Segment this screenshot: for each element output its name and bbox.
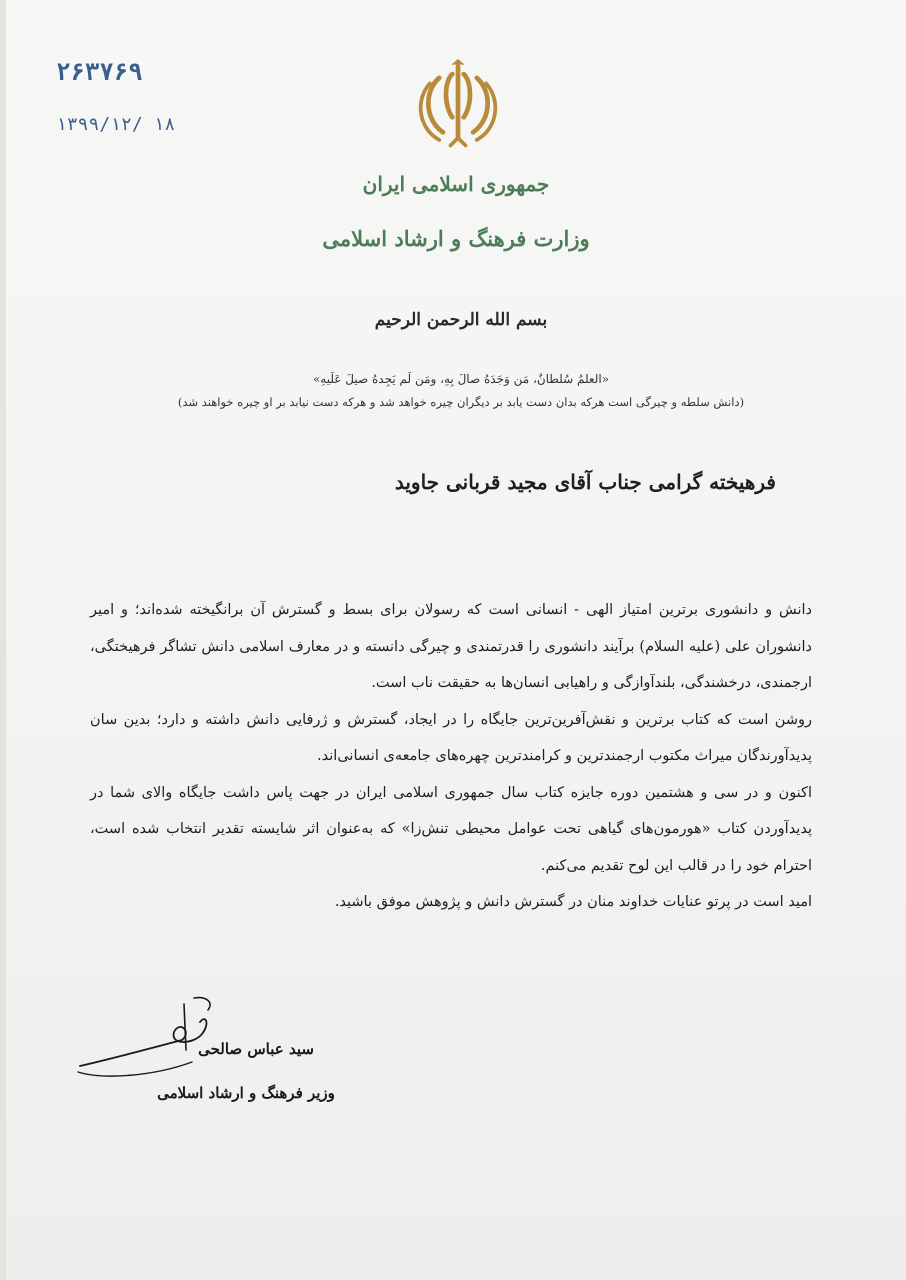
iran-emblem-icon <box>411 58 505 154</box>
minister-name: سید عباس صالحی <box>198 1040 314 1058</box>
header-ministry: وزارت فرهنگ و ارشاد اسلامی <box>322 226 590 251</box>
hadith-translation: (دانش سلطه و چیرگی است هرکه بدان دست یابد بر دیگران چیره خواهد شد و هرکه دست نیابد بر او چیره خواهند شد) <box>177 395 745 409</box>
minister-title: وزیر فرهنگ و ارشاد اسلامی <box>157 1084 335 1102</box>
letter-body <box>90 592 812 921</box>
letter-number: ۲۶۳۷۶۹ <box>56 58 143 86</box>
body-paragraph: امید است در پرتو عنایات خداوند منان در گسترش دانش و پژوهش موفق باشید. <box>334 894 812 910</box>
signature-scribble <box>74 992 314 1084</box>
basmala: بسم الله الرحمن الرحیم <box>374 310 548 330</box>
salutation: فرهیخته گرامی جناب آقای مجید قربانی جاوید <box>394 470 776 494</box>
body-paragraph: روشن است که کتاب برترین و نقش‌آفرین‌ترین جایگاه را در ایجاد، گسترش و ژرفایی دانش داشته و دارد؛ بدین سان پدیدآورندگان میراث مکتوب ارجمندترین و کرامندترین چهره‌های جامعه‌ی انسانی‌اند. <box>90 711 813 764</box>
body-paragraph: دانش و دانشوری برترین امتیاز الهی - انسانی است که رسولان برای بسط و گسترش آن برانگیخته شده‌اند؛ و امیر دانشوران علی (علیه السلام) برآیند دانشوری را قدرتمندی و چیرگی دانسته و در معارف اسلامی دانش تشاگر فرهیختگی، ارجمندی، درخشندگی، بلندآوازگی و راهیابی انسان‌ها به حقیقت ناب است. <box>90 602 812 691</box>
hadith-quote: «العلمُ سُلطانٌ، مَن وَجَدَهُ صالَ بِهِ، ومَن لَم یَجِدهُ صیلَ عَلَیهِ» <box>312 372 610 386</box>
letter-date: ۱۳۹۹/۱۲/ ۱۸ <box>56 114 176 135</box>
body-paragraph: اکنون و در سی و هشتمین دوره جایزه کتاب سال جمهوری اسلامی ایران در جهت پاس داشت جایگاه والای شما در پدیدآوردن کتاب «هورمون‌های گیاهی تحت عوامل محیطی تنش‌زا» که به‌عنوان اثر شایسته تقدیر انتخاب شده است، احترام خود را در قالب این لوح تقدیم می‌کنم. <box>90 784 812 874</box>
header-republic: جمهوری اسلامی ایران <box>362 172 550 196</box>
